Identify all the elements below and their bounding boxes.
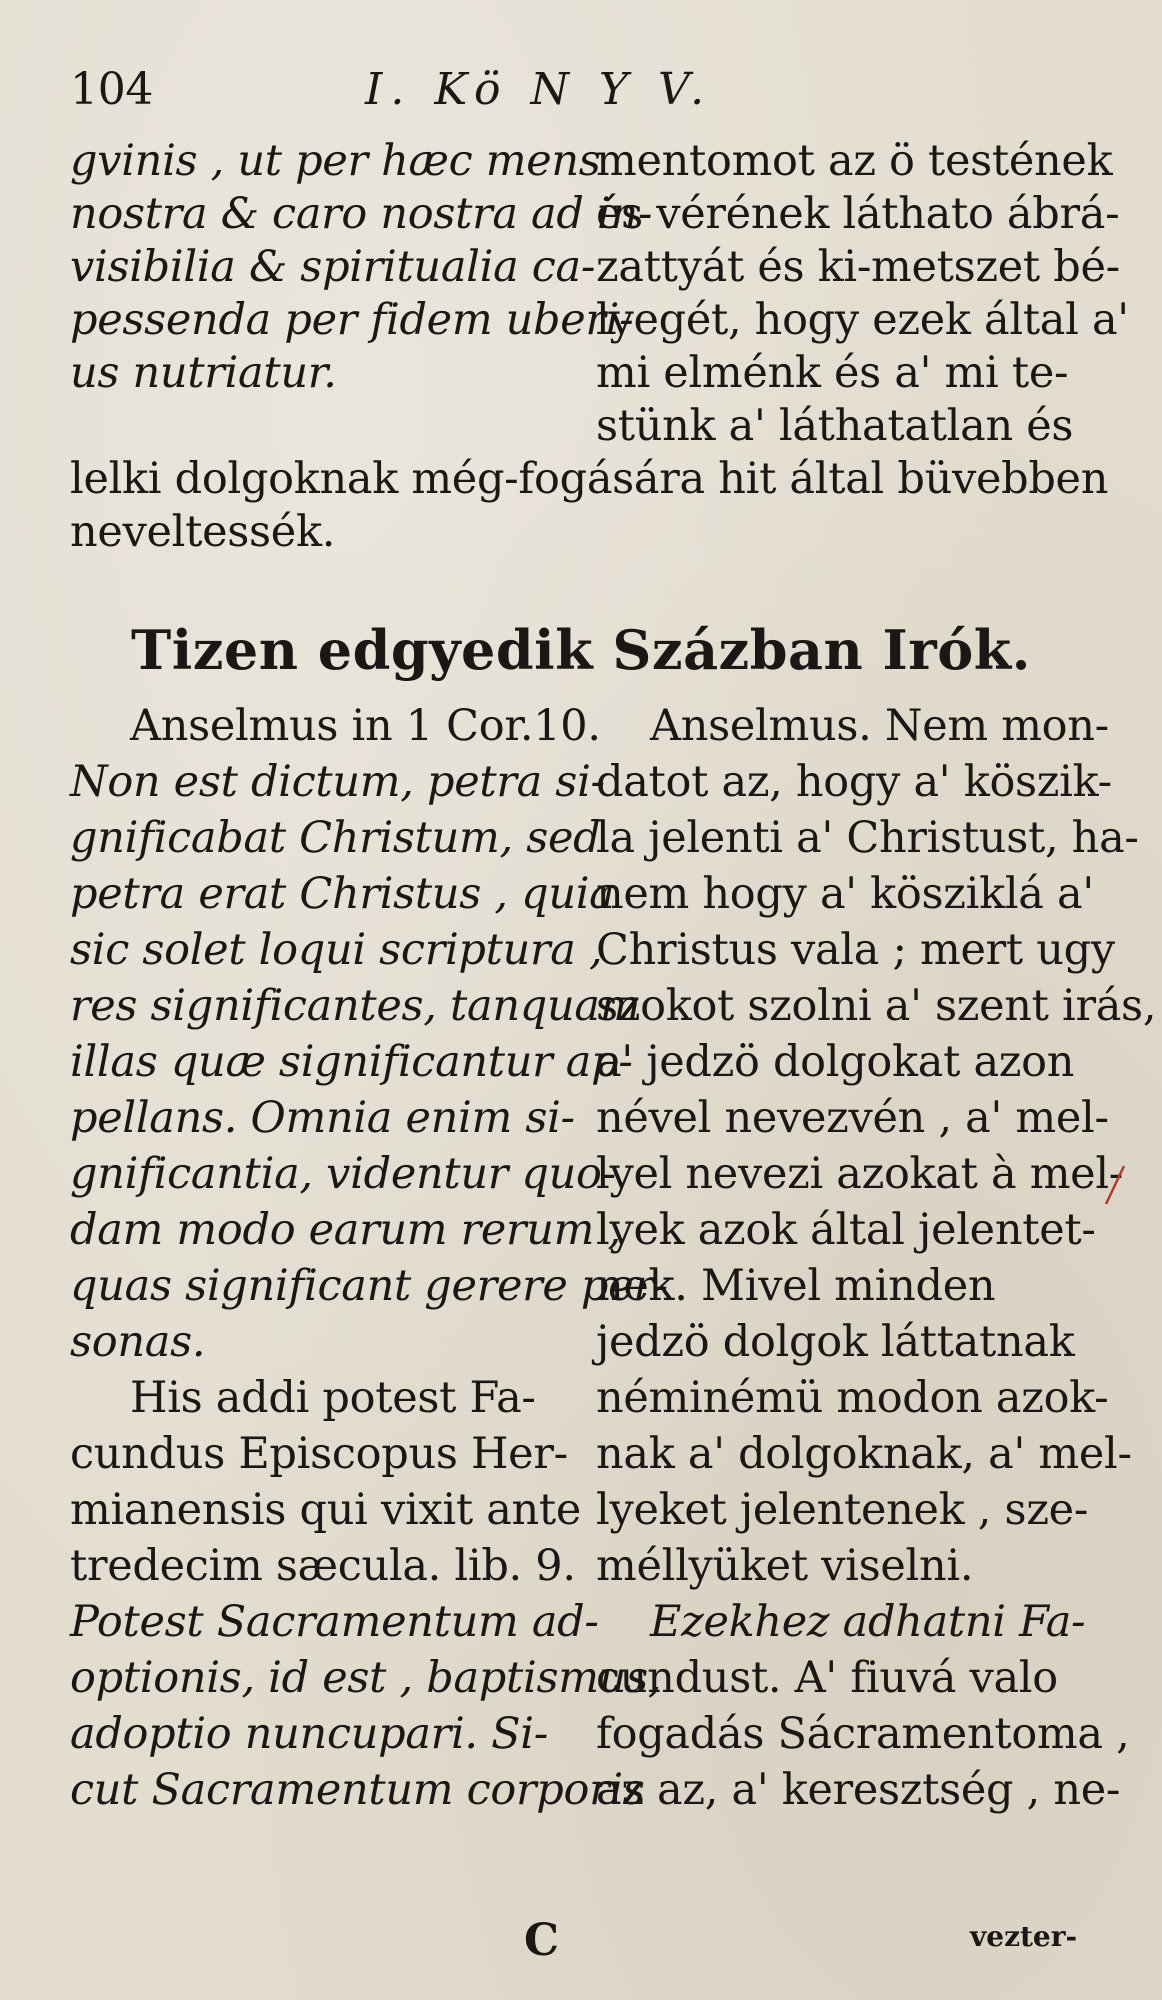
hungarian-line: és vérének láthato ábrá- [596, 189, 1120, 239]
hungarian-line: lyeket jelentenek , sze- [596, 1485, 1089, 1535]
hungarian-line: az az, a' keresztség , ne- [596, 1765, 1121, 1815]
latin-line: tredecim sæcula. lib. 9. [70, 1541, 576, 1591]
ink-mark-decoration [1100, 1160, 1130, 1210]
latin-line: dam modo earum rerum , [70, 1205, 621, 1255]
hungarian-line: lyegét, hogy ezek által a' [596, 295, 1129, 345]
hungarian-line: cundust. A' fiuvá valo [596, 1653, 1058, 1703]
latin-line: gnificabat Christum, sed [70, 813, 601, 863]
hungarian-line: nak a' dolgoknak, a' mel- [596, 1429, 1132, 1479]
latin-line: adoptio nuncupari. Si- [70, 1709, 548, 1759]
hungarian-line: méllyüket viselni. [596, 1541, 974, 1591]
latin-line: res significantes, tanquam [70, 981, 641, 1031]
latin-line: nostra & caro nostra ad in- [70, 189, 653, 239]
latin-line: Non est dictum, petra si- [70, 757, 605, 807]
hungarian-line: lyel nevezi azokat à mel- [596, 1149, 1123, 1199]
hungarian-line: Anselmus. Nem mon- [650, 701, 1109, 751]
hungarian-line: szokot szolni a' szent irás, [596, 981, 1157, 1031]
hungarian-line: nével nevezvén , a' mel- [596, 1093, 1109, 1143]
latin-line: His addi potest Fa- [130, 1373, 536, 1423]
catchword: vezter- [970, 1920, 1078, 1953]
hungarian-line: fogadás Sácramentoma , [596, 1709, 1130, 1759]
full-width-line: lelki dolgoknak még-fogására hit által büvebben [70, 454, 1109, 504]
latin-line: mianensis qui vixit ante [70, 1485, 582, 1535]
latin-line: gnificantia, videntur quo- [70, 1149, 616, 1199]
hungarian-line: Christus vala ; mert ugy [596, 925, 1115, 975]
full-width-line: neveltessék. [70, 507, 336, 557]
hungarian-line: a' jedzö dolgokat azon [596, 1037, 1075, 1087]
latin-line: sic solet loqui scriptura , [70, 925, 603, 975]
hungarian-line: mi elménk és a' mi te- [596, 348, 1069, 398]
latin-line: cut Sacramentum corporis [70, 1765, 645, 1815]
latin-line: Potest Sacramentum ad- [70, 1597, 599, 1647]
hungarian-line: stünk a' láthatatlan és [596, 401, 1074, 451]
hungarian-line: zattyát és ki-metszet bé- [596, 242, 1120, 292]
hungarian-line: Ezekhez adhatni Fa- [650, 1597, 1086, 1647]
latin-line: sonas. [70, 1317, 206, 1367]
hungarian-line: nek. Mivel minden [596, 1261, 996, 1311]
latin-line: visibilia & spiritualia ca- [70, 242, 596, 292]
latin-line: cundus Episcopus Her- [70, 1429, 568, 1479]
latin-line: optionis, id est , baptismus, [70, 1653, 662, 1703]
latin-line: Anselmus in 1 Cor.10. [130, 701, 601, 751]
latin-line: illas quæ significantur ap- [70, 1037, 633, 1087]
hungarian-line: jedzö dolgok láttatnak [596, 1317, 1075, 1367]
hungarian-line: lyek azok által jelentet- [596, 1205, 1096, 1255]
latin-line: quas significant gerere per- [70, 1261, 668, 1311]
page-number: 104 [70, 64, 154, 115]
latin-line: gvinis , ut per hæc mens [70, 136, 601, 186]
section-title: Tizen edgyedik Százban Irók. [131, 618, 1031, 682]
running-title: I. Kö N Y V. [365, 64, 713, 115]
latin-line: pellans. Omnia enim si- [70, 1093, 575, 1143]
hungarian-line: mentomot az ö testének [596, 136, 1113, 186]
hungarian-line: nem hogy a' kösziklá a' [596, 869, 1094, 919]
hungarian-line: datot az, hogy a' köszik- [596, 757, 1112, 807]
latin-line: us nutriatur. [70, 348, 337, 398]
hungarian-line: la jelenti a' Christust, ha- [596, 813, 1139, 863]
hungarian-line: néminémü modon azok- [596, 1373, 1109, 1423]
latin-line: petra erat Christus , quia [70, 869, 615, 919]
signature-mark: C [524, 1915, 560, 1966]
latin-line: pessenda per fidem uberi- [70, 295, 634, 345]
